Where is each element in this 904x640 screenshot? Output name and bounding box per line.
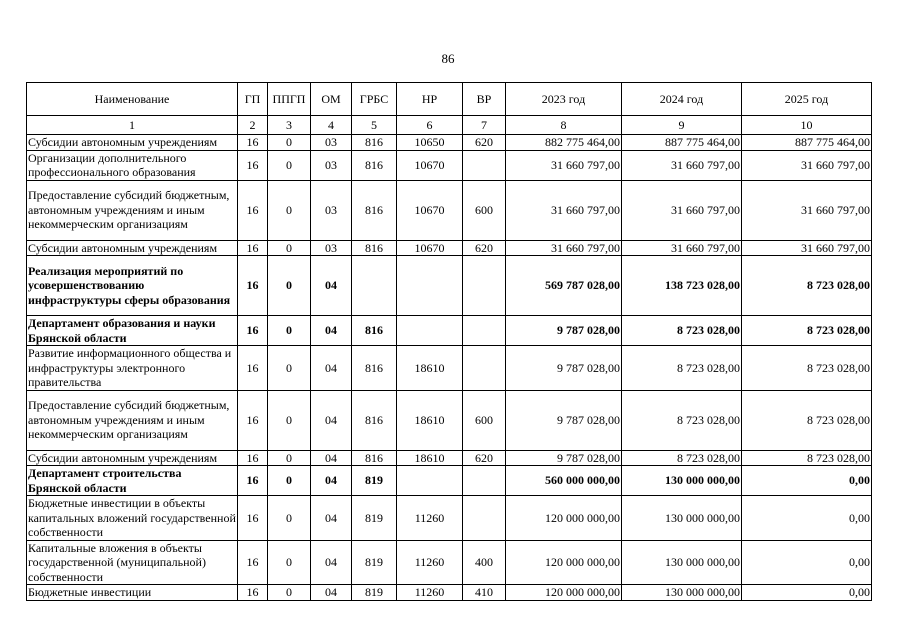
grbs-cell [352, 256, 397, 316]
name-cell: Бюджетные инвестиции в объекты капитальных вложений государственной собственности [28, 496, 236, 539]
ppgp-cell: 0 [268, 390, 311, 450]
ppgp-cell: 0 [268, 450, 311, 466]
grbs-cell: 819 [352, 585, 397, 601]
header-vr: ВР [463, 83, 506, 116]
amount-2025-cell: 0,00 [742, 466, 872, 496]
om-cell: 04 [311, 540, 352, 585]
grbs-cell: 816 [352, 135, 397, 151]
om-cell: 03 [311, 135, 352, 151]
amount-2023-cell: 9 787 028,00 [506, 450, 622, 466]
amount-2023-cell: 120 000 000,00 [506, 540, 622, 585]
column-number: 9 [622, 116, 742, 135]
header-2025: 2025 год [742, 83, 872, 116]
header-row [27, 83, 872, 116]
grbs-cell: 816 [352, 390, 397, 450]
ppgp-cell: 0 [268, 540, 311, 585]
om-cell: 03 [311, 150, 352, 180]
amount-2025-cell: 0,00 [742, 585, 872, 601]
vr-cell [463, 256, 506, 316]
gp-cell: 16 [238, 135, 268, 151]
gp-cell: 16 [238, 240, 268, 256]
ppgp-cell: 0 [268, 240, 311, 256]
amount-2025-cell: 887 775 464,00 [742, 135, 872, 151]
table-row [27, 256, 872, 316]
vr-cell: 620 [463, 240, 506, 256]
om-cell: 04 [311, 256, 352, 316]
gp-cell: 16 [238, 585, 268, 601]
table-row [27, 150, 872, 180]
grbs-cell: 819 [352, 540, 397, 585]
amount-2025-cell: 8 723 028,00 [742, 256, 872, 316]
om-cell: 03 [311, 240, 352, 256]
amount-2025-cell: 0,00 [742, 496, 872, 541]
amount-2023-cell: 120 000 000,00 [506, 496, 622, 541]
amount-2025-cell: 31 660 797,00 [742, 240, 872, 256]
table-row [27, 540, 872, 585]
ppgp-cell: 0 [268, 150, 311, 180]
grbs-cell: 819 [352, 496, 397, 541]
amount-2025-cell: 8 723 028,00 [742, 346, 872, 391]
vr-cell [463, 316, 506, 346]
header-2023: 2023 год [506, 83, 622, 116]
amount-2024-cell: 31 660 797,00 [622, 180, 742, 240]
header-ppgp: ППГП [268, 83, 311, 116]
amount-2023-cell: 9 787 028,00 [506, 316, 622, 346]
amount-2025-cell: 31 660 797,00 [742, 150, 872, 180]
nr-cell: 18610 [397, 390, 463, 450]
gp-cell: 16 [238, 466, 268, 496]
ppgp-cell: 0 [268, 346, 311, 391]
om-cell: 04 [311, 496, 352, 541]
amount-2025-cell: 31 660 797,00 [742, 180, 872, 240]
vr-cell: 410 [463, 585, 506, 601]
nr-cell [397, 256, 463, 316]
grbs-cell: 819 [352, 466, 397, 496]
name-cell: Бюджетные инвестиции [27, 585, 238, 601]
amount-2025-cell: 8 723 028,00 [742, 390, 872, 450]
table-row [27, 316, 872, 346]
grbs-cell: 816 [352, 450, 397, 466]
amount-2024-cell: 31 660 797,00 [622, 240, 742, 256]
grbs-cell: 816 [352, 150, 397, 180]
amount-2025-cell: 8 723 028,00 [742, 450, 872, 466]
amount-2023-cell: 31 660 797,00 [506, 180, 622, 240]
column-number: 6 [397, 116, 463, 135]
vr-cell: 400 [463, 540, 506, 585]
gp-cell: 16 [238, 256, 268, 316]
column-number: 10 [742, 116, 872, 135]
nr-cell: 18610 [397, 450, 463, 466]
table-row [27, 346, 872, 391]
gp-cell: 16 [238, 150, 268, 180]
amount-2024-cell: 130 000 000,00 [622, 585, 742, 601]
nr-cell: 11260 [397, 585, 463, 601]
nr-cell: 11260 [397, 540, 463, 585]
column-number: 2 [238, 116, 268, 135]
amount-2024-cell: 130 000 000,00 [622, 496, 742, 541]
om-cell: 03 [311, 180, 352, 240]
name-cell: Субсидии автономным учреждениям [27, 240, 238, 256]
column-number: 5 [352, 116, 397, 135]
header-gp: ГП [238, 83, 268, 116]
nr-cell: 10650 [397, 135, 463, 151]
ppgp-cell: 0 [268, 466, 311, 496]
column-number: 8 [506, 116, 622, 135]
ppgp-cell: 0 [268, 585, 311, 601]
nr-cell: 10670 [397, 150, 463, 180]
table-row [27, 466, 872, 496]
grbs-cell: 816 [352, 346, 397, 391]
om-cell: 04 [311, 466, 352, 496]
nr-cell: 10670 [397, 240, 463, 256]
gp-cell: 16 [238, 450, 268, 466]
amount-2024-cell: 8 723 028,00 [622, 390, 742, 450]
amount-2025-cell: 8 723 028,00 [742, 316, 872, 346]
name-cell: Предоставление субсидий бюджетным, автономным учреждениям и иным некоммерческим организациям [27, 390, 238, 450]
om-cell: 04 [311, 346, 352, 391]
amount-2024-cell: 8 723 028,00 [622, 450, 742, 466]
amount-2024-cell: 8 723 028,00 [622, 346, 742, 391]
table-row [27, 180, 872, 240]
vr-cell [463, 346, 506, 391]
column-number: 7 [463, 116, 506, 135]
amount-2024-cell: 8 723 028,00 [622, 316, 742, 346]
name-cell: Субсидии автономным учреждениям [27, 135, 238, 151]
nr-cell [397, 466, 463, 496]
nr-cell: 11260 [397, 496, 463, 541]
amount-2023-cell: 120 000 000,00 [506, 585, 622, 601]
vr-cell: 600 [463, 180, 506, 240]
table-row [27, 240, 872, 256]
amount-2024-cell: 130 000 000,00 [622, 466, 742, 496]
amount-2024-cell: 887 775 464,00 [622, 135, 742, 151]
header-2024: 2024 год [622, 83, 742, 116]
column-number-row [27, 116, 872, 135]
amount-2023-cell: 31 660 797,00 [506, 150, 622, 180]
name-cell: Реализация мероприятий по усовершенствованию инфраструктуры сферы образования [27, 256, 238, 316]
header-name: Наименование [27, 83, 238, 116]
name-cell: Предоставление субсидий бюджетным, автономным учреждениям и иным некоммерческим организациям [27, 180, 238, 240]
amount-2024-cell: 31 660 797,00 [622, 150, 742, 180]
amount-2025-cell: 0,00 [742, 540, 872, 585]
name-cell: Департамент образования и науки Брянской области [27, 316, 238, 346]
gp-cell: 16 [238, 540, 268, 585]
grbs-cell: 816 [352, 240, 397, 256]
name-cell: Капитальные вложения в объекты государственной (муниципальной) собственности [27, 540, 238, 585]
vr-cell [463, 150, 506, 180]
amount-2023-cell: 560 000 000,00 [506, 466, 622, 496]
table-row [27, 585, 872, 601]
om-cell: 04 [311, 316, 352, 346]
name-cell: Развитие информационного общества и инфраструктуры электронного правительства [27, 346, 238, 391]
table-row [27, 390, 872, 450]
vr-cell: 600 [463, 390, 506, 450]
gp-cell: 16 [238, 180, 268, 240]
ppgp-cell: 0 [268, 180, 311, 240]
grbs-cell: 816 [352, 316, 397, 346]
amount-2024-cell: 130 000 000,00 [622, 540, 742, 585]
vr-cell [463, 466, 506, 496]
table-row [27, 135, 872, 151]
header-om: ОМ [311, 83, 352, 116]
column-number: 3 [268, 116, 311, 135]
gp-cell: 16 [238, 496, 268, 541]
ppgp-cell: 0 [268, 135, 311, 151]
nr-cell [397, 316, 463, 346]
amount-2023-cell: 882 775 464,00 [506, 135, 622, 151]
grbs-cell: 816 [352, 180, 397, 240]
om-cell: 04 [311, 390, 352, 450]
amount-2023-cell: 31 660 797,00 [506, 240, 622, 256]
ppgp-cell: 0 [268, 256, 311, 316]
vr-cell: 620 [463, 135, 506, 151]
amount-2023-cell: 9 787 028,00 [506, 390, 622, 450]
table-row [27, 496, 872, 541]
amount-2023-cell: 9 787 028,00 [506, 346, 622, 391]
column-number: 4 [311, 116, 352, 135]
amount-2023-cell: 569 787 028,00 [506, 256, 622, 316]
om-cell: 04 [311, 450, 352, 466]
gp-cell: 16 [238, 316, 268, 346]
amount-2024-cell: 138 723 028,00 [622, 256, 742, 316]
ppgp-cell: 0 [268, 496, 311, 541]
name-cell: Организации дополнительного профессионального образования [27, 150, 238, 180]
header-nr: НР [397, 83, 463, 116]
om-cell: 04 [311, 585, 352, 601]
ppgp-cell: 0 [268, 316, 311, 346]
header-grbs: ГРБС [352, 83, 397, 116]
budget-table [26, 82, 872, 601]
name-cell: Департамент строительства Брянской области [27, 466, 238, 496]
name-cell: Субсидии автономным учреждениям [27, 450, 238, 466]
vr-cell: 620 [463, 450, 506, 466]
gp-cell: 16 [238, 390, 268, 450]
nr-cell: 10670 [397, 180, 463, 240]
column-number: 1 [27, 116, 238, 135]
nr-cell: 18610 [397, 346, 463, 391]
page-number: 86 [441, 51, 455, 66]
table-row [27, 450, 872, 466]
gp-cell: 16 [238, 346, 268, 391]
vr-cell [463, 496, 506, 541]
